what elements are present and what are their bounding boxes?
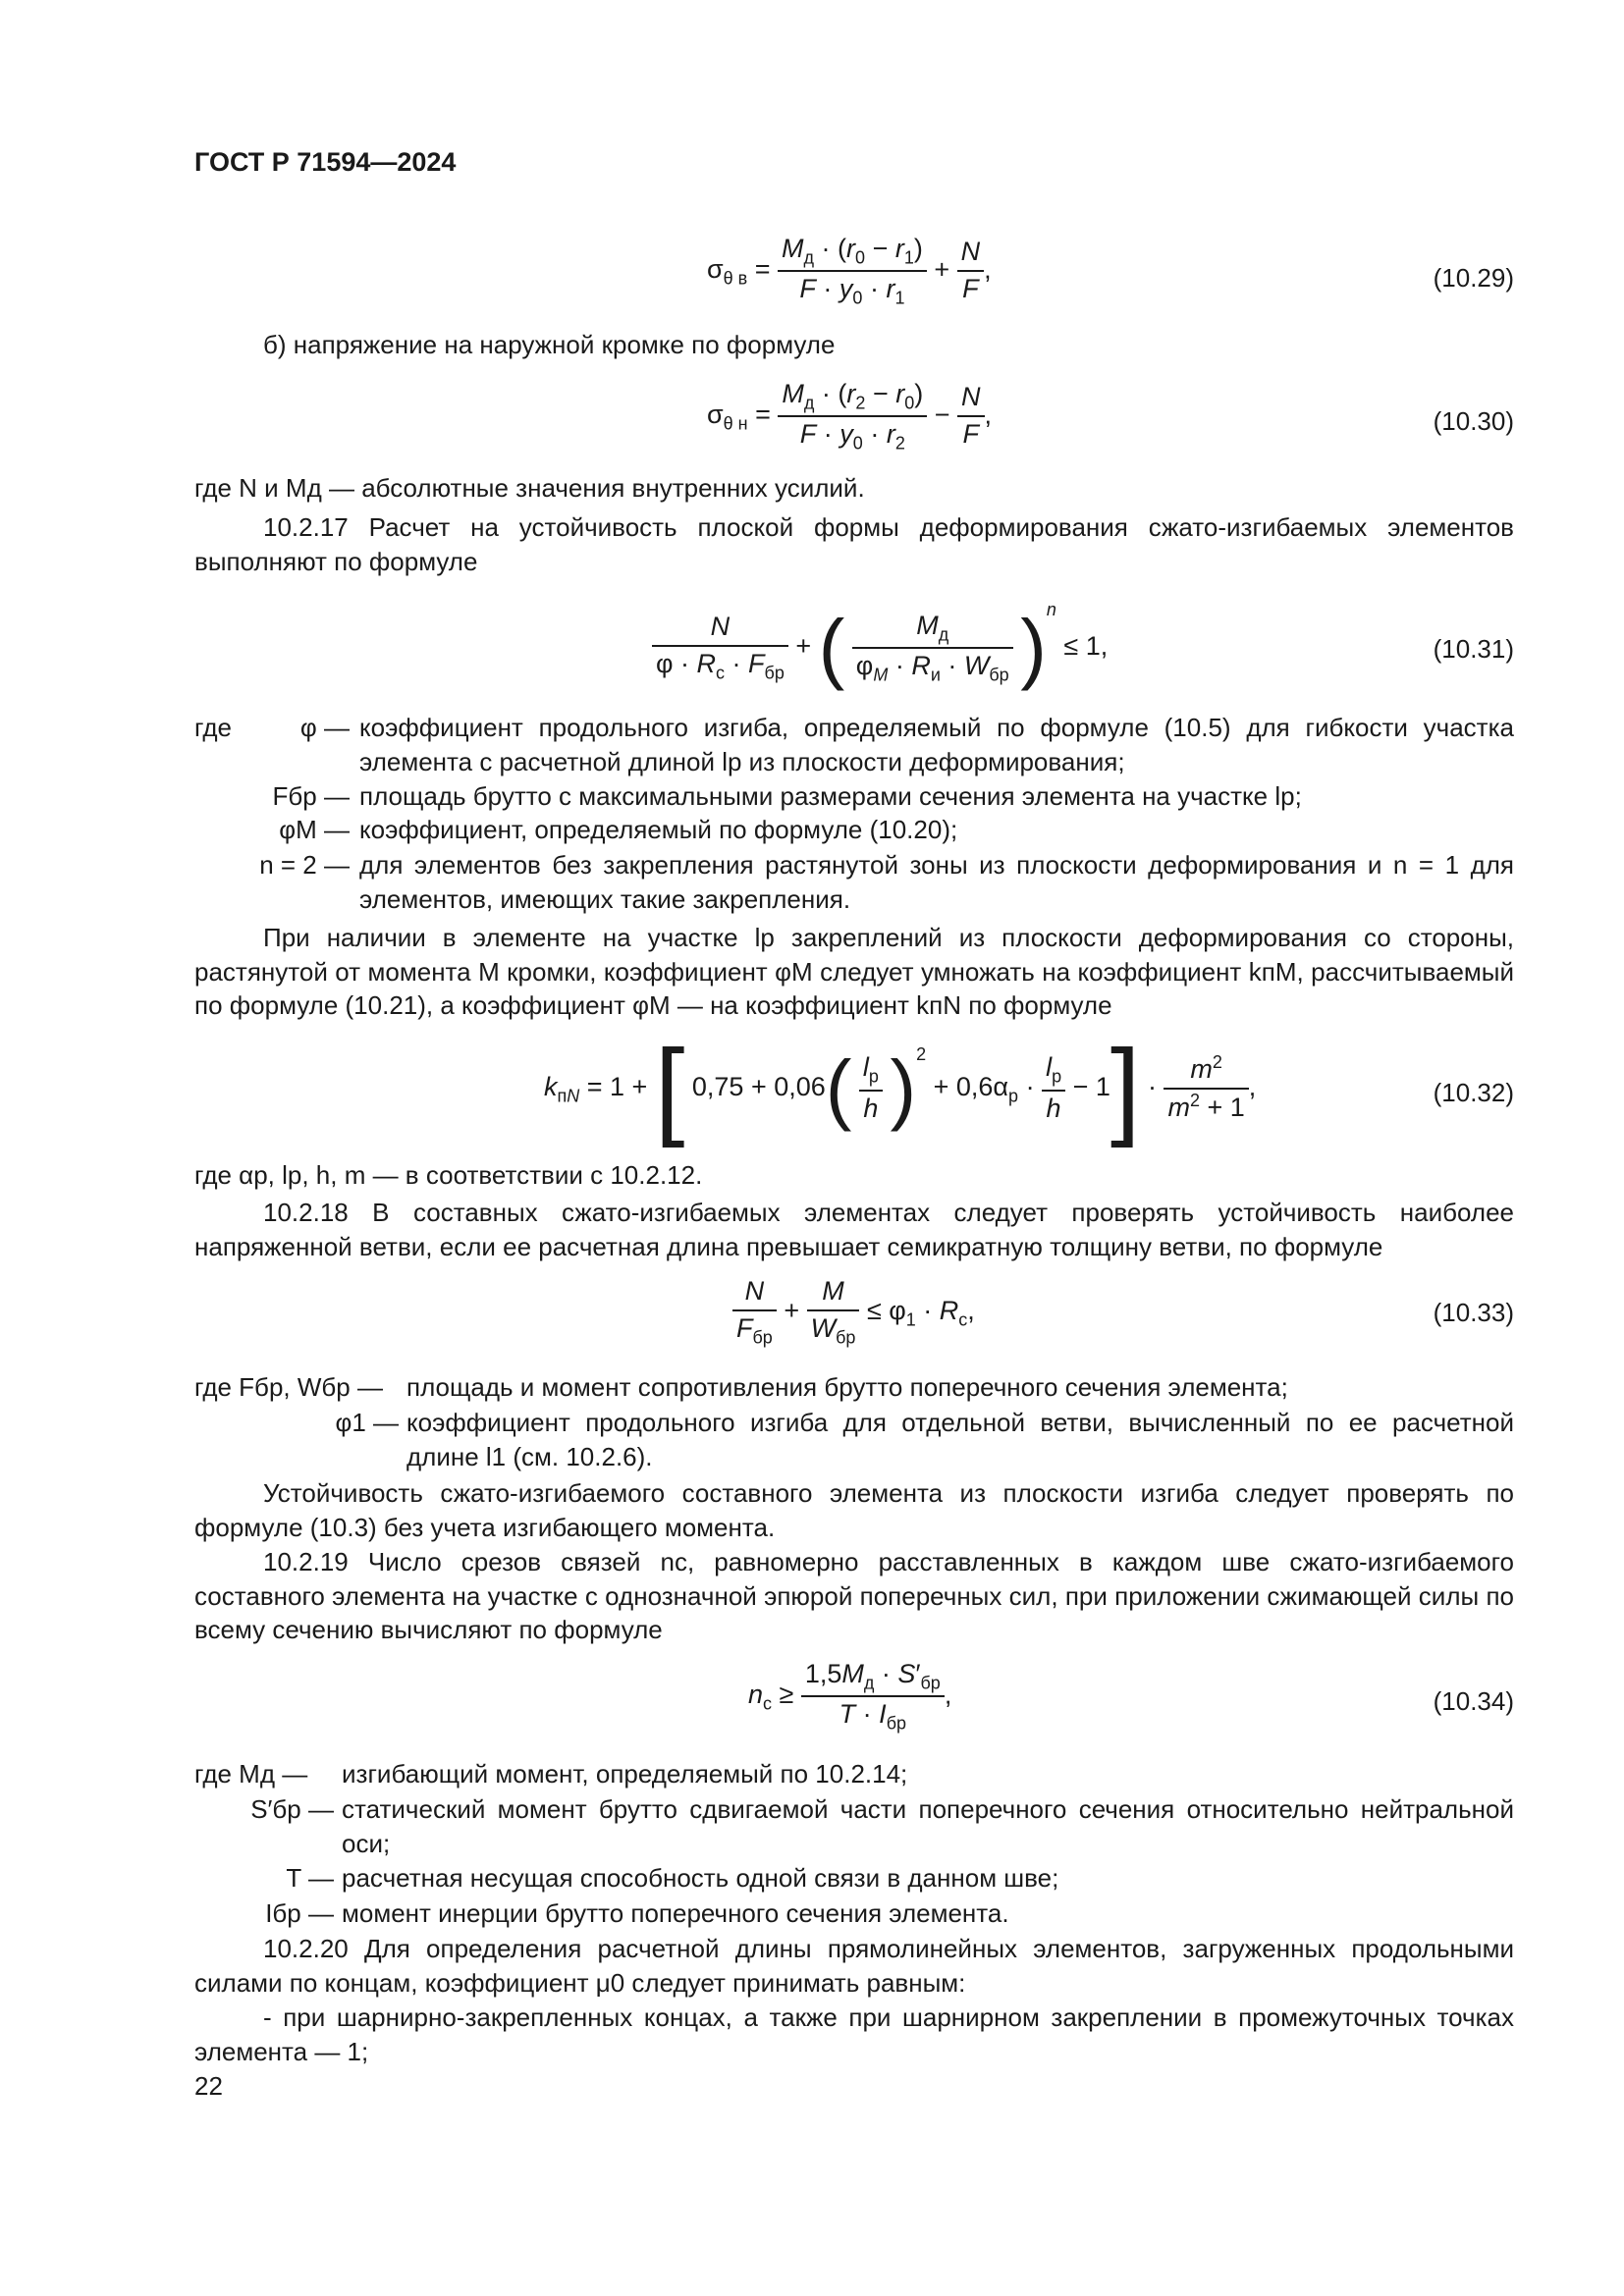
document-header: ГОСТ Р 71594—2024 [194,147,457,177]
definition-symbol: Fбр — [272,781,350,811]
formula-10-34: $n_с$ ≥ $\frac{1,5M_д \cdot S'_{бр}}{T \cdot I_{бр}}$ , [748,1659,952,1734]
definition-text: коэффициент продольного изгиба для отдельной ветви, вычисленный по ее расчетной длине l1 (см. 10.2.6). [406,1408,1514,1471]
definition-symbol: где Fбр, Wбр — [194,1372,383,1402]
formula-10-31: $\frac{N}{\varphi \cdot R_с \cdot F_{бр}}$ + ( $\frac{M_д}{\varphi_M \cdot R_и \cdot W_{бр}}$ )$^n$ ≤ 1, [652,599,1108,687]
equation-number: (10.33) [1433,1298,1514,1327]
definition-symbol: φ — [299,713,350,742]
formula-10-29: $\sigma_{\theta в}$ = $\frac{M_д \cdot (r_0 - r_1)}{F \cdot y_0 \cdot r_1}$ + $\frac{N}{F}$ , [707,234,992,308]
paragraph: Устойчивость сжато-изгибаемого составного элемента из плоскости изгиба следует проверять по формуле (10.3) без учета изгибающего момента. [194,1478,1514,1542]
definition-text: расчетная несущая способность одной связи в данном шве; [342,1863,1059,1893]
definition-text: момент инерции брутто поперечного сечения элемента. [342,1898,1009,1928]
paragraph: При наличии в элементе на участке lр закреплений из плоскости деформирования со стороны, растянутой от момента M кромки, коэффициент φM следует умножать на коэффициент kпM, рассчитываемый по формуле (10.21), а коэффициент φM — на коэффициент kпN по формуле [194,923,1514,1021]
definition-symbol: S′бр — [250,1794,334,1824]
definition-text: статический момент брутто сдвигаемой части поперечного сечения относительно нейтральной оси; [342,1794,1514,1858]
equation-number: (10.29) [1433,263,1514,293]
definition-symbol: где Mд — [194,1759,308,1789]
formula-10-33: $\frac{N}{F_{бр}}$ + $\frac{M}{W_{бр}}$ ≤ $\varphi_1 \cdot R_с$, [732,1274,975,1350]
paragraph: - при шарнирно-закрепленных концах, а также при шарнирном закреплении в промежуточных точках элемента — 1; [194,2002,1514,2066]
definition-text: площадь брутто с максимальными размерами сечения элемента на участке lр; [359,781,1302,811]
paragraph: 10.2.18 В составных сжато-изгибаемых элементах следует проверять устойчивость наиболее напряженной ветви, если ее расчетная длина превышает семикратную толщину ветви, по формуле [194,1198,1514,1261]
definition-text: коэффициент, определяемый по формуле (10.20); [359,815,958,844]
definition-text: изгибающий момент, определяемый по 10.2.14; [342,1759,908,1789]
definition-symbol: φM — [279,815,350,844]
paragraph: 10.2.19 Число срезов связей nс, равномерно расставленных в каждом шве сжато-изгибаемого составного элемента на участке с однозначной эпюрой поперечных сил, при приложении сжимающей силы по всему сечению вычисляют по формуле [194,1547,1514,1645]
definition-text: площадь и момент сопротивления брутто поперечного сечения элемента; [406,1372,1288,1402]
paragraph: 10.2.17 Расчет на устойчивость плоской формы деформирования сжато-изгибаемых элементов выполняют по формуле [194,512,1514,576]
definition-symbol: T — [286,1863,334,1893]
equation-number: (10.31) [1433,634,1514,664]
paragraph: б) напряжение на наружной кромке по формуле [263,330,836,359]
equation-number: (10.34) [1433,1686,1514,1716]
definition-text: коэффициент продольного изгиба, определяемый по формуле (10.5) для гибкости участка элемента с расчетной длиной lр из плоскости деформирования; [359,713,1514,776]
where-label: где [194,713,232,742]
paragraph: где αр, lр, h, m — в соответствии с 10.2.12. [194,1160,703,1190]
paragraph: где N и Mд — абсолютные значения внутренних усилий. [194,473,865,503]
definition-text: для элементов без закрепления растянутой зоны из плоскости деформирования и n = 1 для элементов, имеющих такие закрепления. [359,850,1514,914]
formula-10-30: $\sigma_{\theta н}$ = $\frac{M_д \cdot (r_2 - r_0)}{F \cdot y_0 \cdot r_2}$ − $\frac{N}{F}$ , [707,379,993,454]
formula-10-32: $k_{пN} = 1$ + [ 0,75 + 0,06( $\frac{l_р}{h}$ )$^2 + 0,6\alpha_р$ · $\frac{l_р}{h}$ − 1] · $\frac{m^2}{m^2 + 1}$ , [544,1028,1257,1148]
paragraph: 10.2.20 Для определения расчетной длины прямолинейных элементов, загруженных продольными силами по концам, коэффициент μ0 следует принимать равным: [194,1934,1514,1998]
equation-number: (10.32) [1433,1078,1514,1107]
definition-symbol: Iбр — [265,1898,334,1928]
definition-symbol: n = 2 — [259,850,350,880]
definition-symbol: φ1 — [335,1408,399,1437]
equation-number: (10.30) [1433,406,1514,436]
page-number: 22 [194,2071,223,2101]
